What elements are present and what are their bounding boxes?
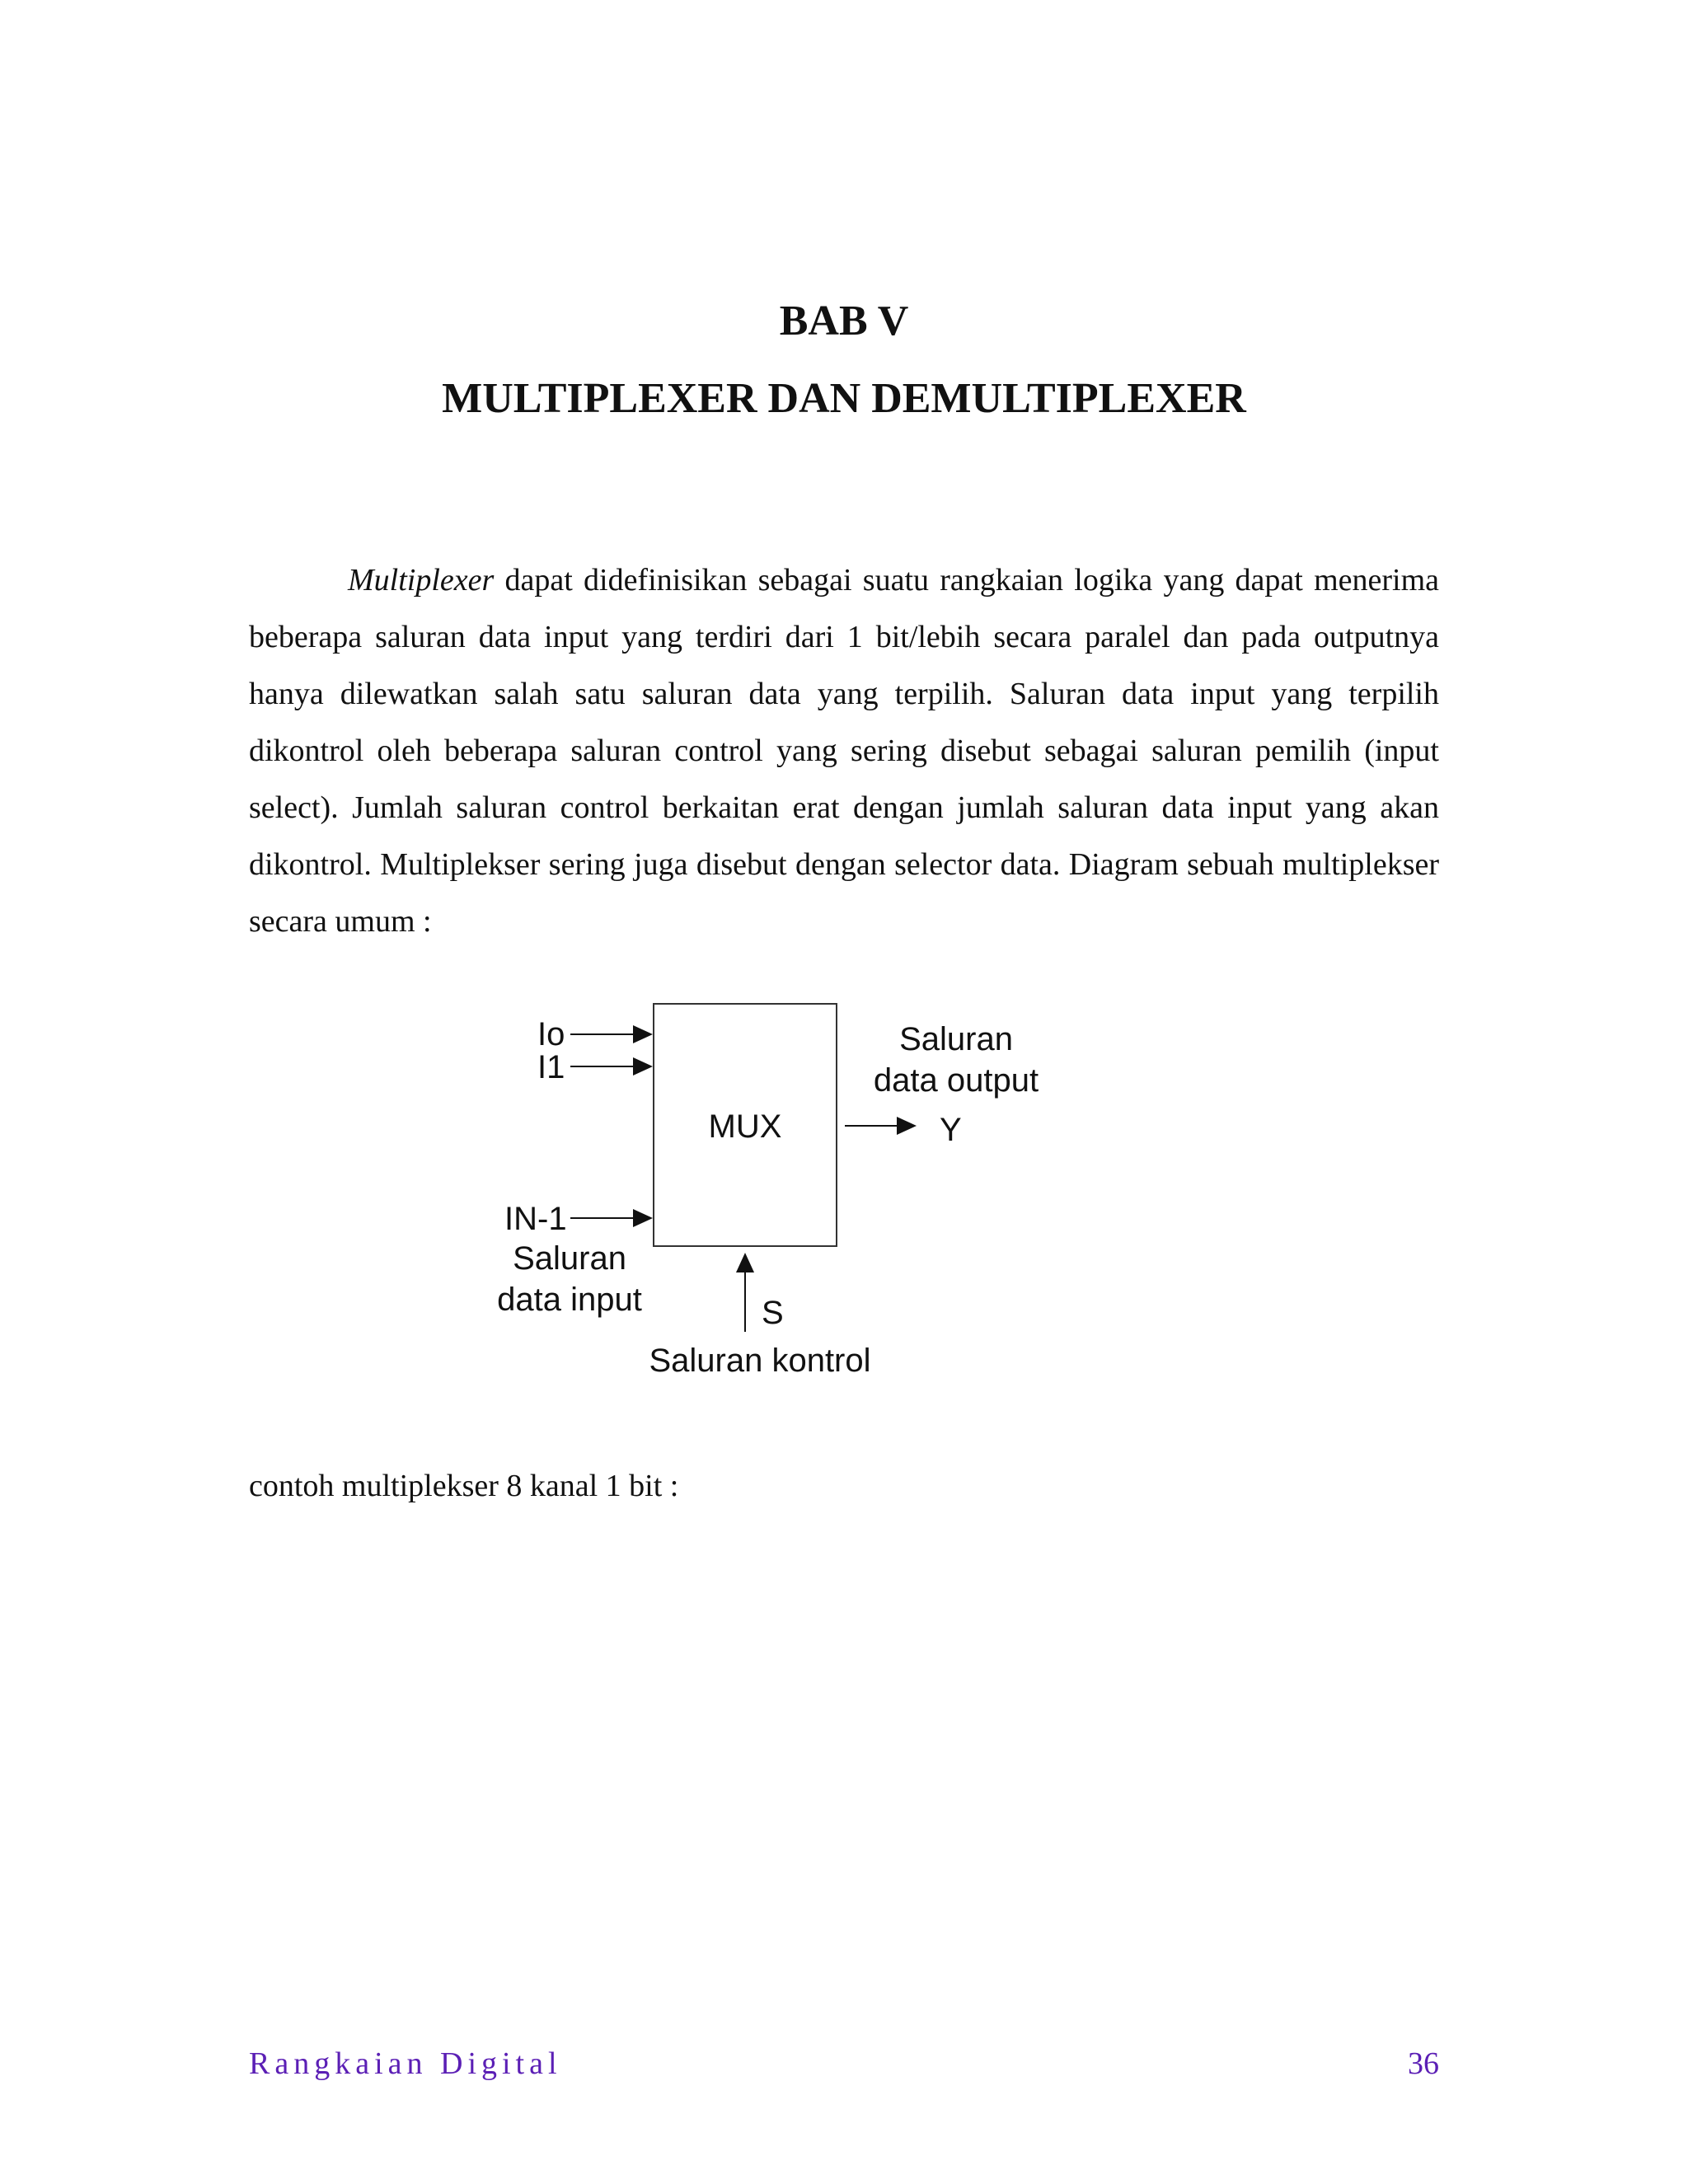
mux-label: MUX <box>708 1108 782 1145</box>
lead-term: Multiplexer <box>348 563 495 598</box>
footer-book-title: Rangkaian Digital <box>249 2046 562 2081</box>
input-0-label: Io <box>537 1016 565 1052</box>
chapter-title: MULTIPLEXER DAN DEMULTIPLEXER <box>442 375 1246 422</box>
input-caption-line1: Saluran <box>513 1240 626 1277</box>
output-label: Y <box>940 1112 962 1148</box>
select-caption: Saluran kontrol <box>649 1343 871 1379</box>
input-0-arrowhead <box>633 1025 653 1043</box>
chapter-number: BAB V <box>779 298 909 344</box>
input-n-label: IN-1 <box>504 1201 567 1237</box>
input-n-arrowhead <box>633 1209 653 1227</box>
mux-diagram <box>462 989 1088 1401</box>
output-caption-line2: data output <box>873 1062 1039 1099</box>
input-1-label: I1 <box>537 1049 565 1085</box>
output-caption-line1: Saluran <box>899 1021 1013 1057</box>
example-caption: contoh multiplekser 8 kanal 1 bit : <box>249 1469 679 1503</box>
footer-page-number: 36 <box>1408 2046 1439 2081</box>
input-caption-line2: data input <box>497 1282 642 1318</box>
select-arrowhead <box>736 1253 754 1272</box>
body-paragraph <box>249 552 1439 950</box>
paragraph-text: dapat didefinisikan sebagai suatu rangkaian logika yang dapat menerima beberapa saluran data input yang terdiri dari 1 bit/lebih secara paralel dan pada outputnya hanya dilewatkan salah satu saluran data yang terpilih. Saluran data input yang terpilih dikontrol oleh beberapa saluran control yang sering disebut sebagai saluran pemilih (input select). Jumlah saluran control berkaitan erat dengan jumlah saluran data input yang akan dikontrol. Multiplekser sering juga disebut dengan selector data. Diagram sebuah multiplekser secara umum : <box>249 563 1439 939</box>
input-1-arrowhead <box>633 1057 653 1076</box>
output-arrowhead <box>897 1117 917 1135</box>
select-label: S <box>762 1295 784 1331</box>
